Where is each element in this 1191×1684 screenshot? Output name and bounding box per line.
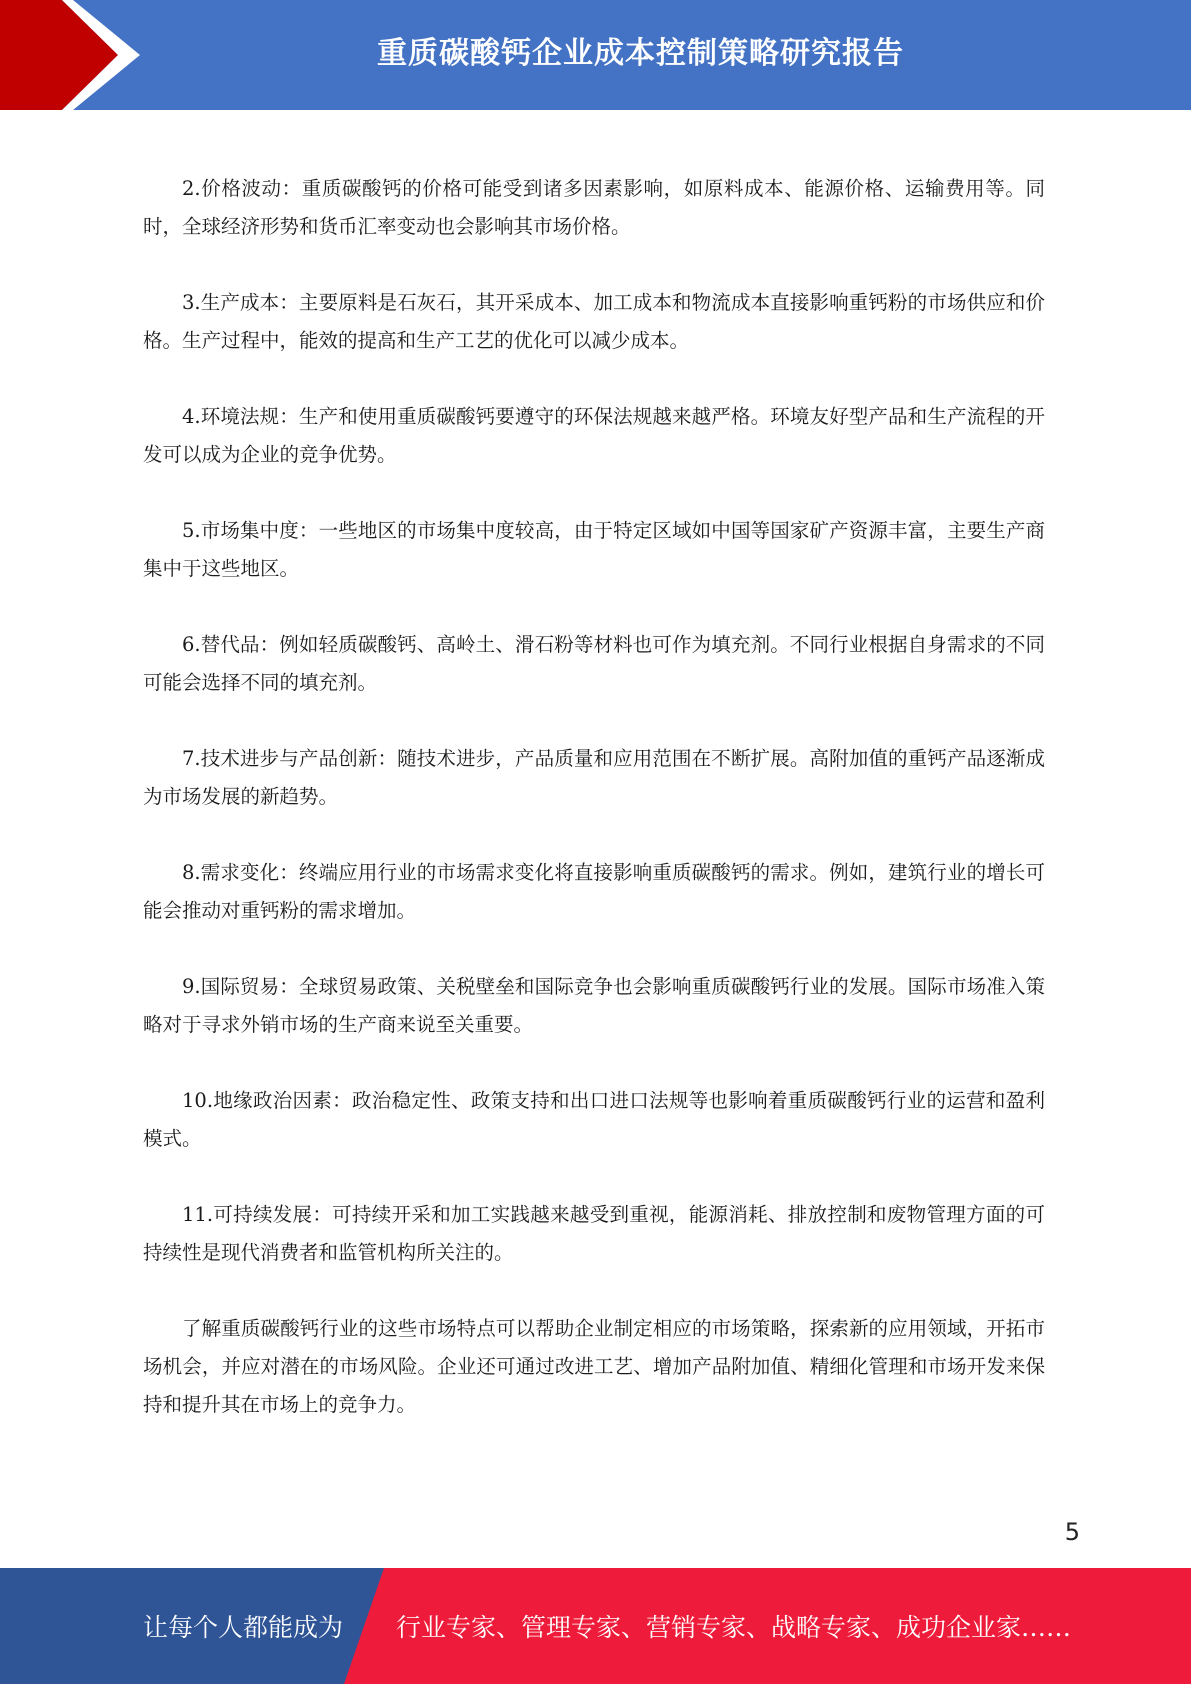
paragraph-price-fluctuation: 2.价格波动：重质碳酸钙的价格可能受到诸多因素影响，如原料成本、能源价格、运输费用等。同时，全球经济形势和货币汇率变动也会影响其市场价格。 <box>143 177 1045 238</box>
main-content <box>143 170 1045 1462</box>
footer-slogan-right: 行业专家、管理专家、营销专家、战略专家、成功企业家…… <box>396 1613 1072 1642</box>
paragraph-substitutes: 6.替代品：例如轻质碳酸钙、高岭土、滑石粉等材料也可作为填充剂。不同行业根据自身需求的不同可能会选择不同的填充剂。 <box>143 633 1045 694</box>
footer-slogan-left: 让每个人都能成为 <box>143 1613 344 1642</box>
paragraph-technology-innovation: 7.技术进步与产品创新：随技术进步，产品质量和应用范围在不断扩展。高附加值的重钙产品逐渐成为市场发展的新趋势。 <box>143 747 1045 808</box>
paragraph-conclusion: 了解重质碳酸钙行业的这些市场特点可以帮助企业制定相应的市场策略，探索新的应用领域，开拓市场机会，并应对潜在的市场风险。企业还可通过改进工艺、增加产品附加值、精细化管理和市场开发来保持和提升其在市场上的竞争力。 <box>143 1317 1045 1416</box>
paragraph-market-concentration: 5.市场集中度：一些地区的市场集中度较高，由于特定区域如中国等国家矿产资源丰富，主要生产商集中于这些地区。 <box>143 519 1045 580</box>
paragraph-environmental-regulation: 4.环境法规：生产和使用重质碳酸钙要遵守的环保法规越来越严格。环境友好型产品和生产流程的开发可以成为企业的竞争优势。 <box>143 405 1045 466</box>
paragraph-production-cost: 3.生产成本：主要原料是石灰石，其开采成本、加工成本和物流成本直接影响重钙粉的市场供应和价格。生产过程中，能效的提高和生产工艺的优化可以减少成本。 <box>143 291 1045 352</box>
header-bar <box>0 0 1191 110</box>
paragraph-demand-change: 8.需求变化：终端应用行业的市场需求变化将直接影响重质碳酸钙的需求。例如，建筑行业的增长可能会推动对重钙粉的需求增加。 <box>143 861 1045 922</box>
paragraph-geopolitics: 10.地缘政治因素：政治稳定性、政策支持和出口进口法规等也影响着重质碳酸钙行业的运营和盈利模式。 <box>143 1089 1045 1150</box>
paragraph-international-trade: 9.国际贸易：全球贸易政策、关税壁垒和国际竞争也会影响重质碳酸钙行业的发展。国际市场准入策略对于寻求外销市场的生产商来说至关重要。 <box>143 975 1045 1036</box>
paragraph-sustainability: 11.可持续发展：可持续开采和加工实践越来越受到重视，能源消耗、排放控制和废物管理方面的可持续性是现代消费者和监管机构所关注的。 <box>143 1203 1045 1264</box>
red-arrow-decoration <box>0 0 150 110</box>
report-title: 重质碳酸钙企业成本控制策略研究报告 <box>377 36 904 71</box>
footer-banner <box>0 1568 1191 1684</box>
page-number: 5 <box>1064 1518 1080 1546</box>
